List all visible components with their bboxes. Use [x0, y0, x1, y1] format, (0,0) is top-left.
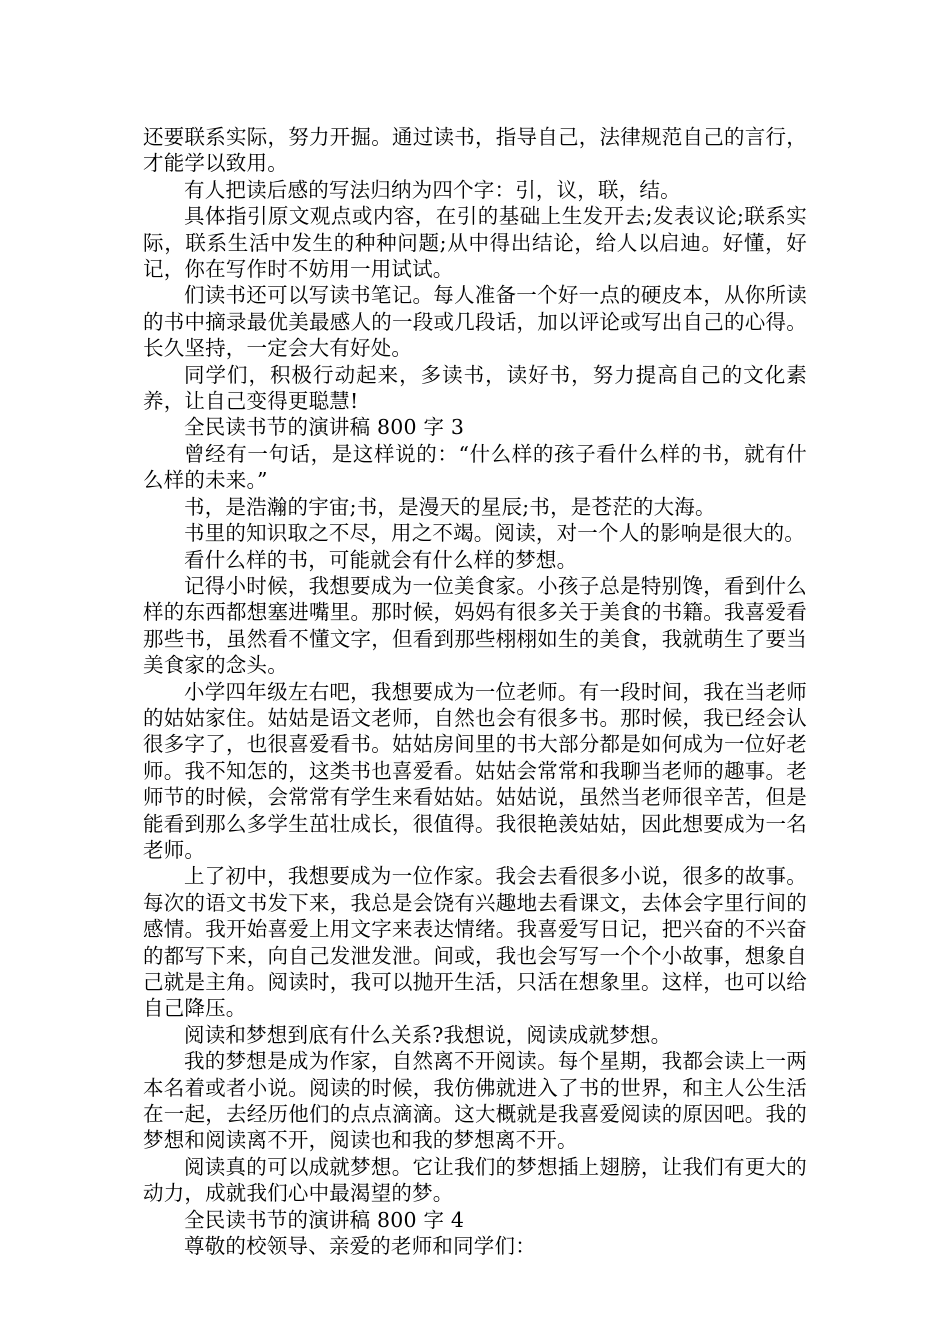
paragraph: 我的梦想是成为作家，自然离不开阅读。每个星期，我都会读上一两本名着或者小说。阅读的时候，我仿佛就进入了书的世界，和主人公生活在一起，去经历他们的点点滴滴。这大概就是我喜爱阅读的原因吧。我的梦想和阅读离不开，阅读也和我的梦想离不开。: [143, 1049, 807, 1153]
section-heading: 全民读书节的演讲稿 800 字 3: [184, 415, 465, 440]
paragraph: 们读书还可以写读书笔记。每人准备一个好一点的硬皮本，从你所读的书中摘录最优美最感人的一段或几段话，加以评论或写出自己的心得。长久坚持，一定会大有好处。: [143, 283, 807, 361]
paragraph: 同学们，积极行动起来，多读书，读好书，努力提高自己的文化素养，让自己变得更聪慧!: [143, 362, 807, 414]
paragraph: 曾经有一句话，是这样说的：“什么样的孩子看什么样的书，就有什么样的未来。”: [143, 441, 807, 493]
paragraph: 记得小时候，我想要成为一位美食家。小孩子总是特别馋，看到什么样的东西都想塞进嘴里。那时候，妈妈有很多关于美食的书籍。我喜爱看那些书，虽然看不懂文字，但看到那些栩栩如生的美食，我就萌生了要当美食家的念头。: [143, 573, 807, 678]
paragraph: 上了初中，我想要成为一位作家。我会去看很多小说，很多的故事。每次的语文书发下来，我总是会饶有兴趣地去看课文，去体会字里行间的感情。我开始喜爱上用文字来表达情绪。我喜爱写日记，把兴奋的不兴奋的都写下来，向自己发泄发泄。间或，我也会写写一个个小故事，想象自己就是主角。阅读时，我可以抛开生活，只活在想象里。这样，也可以给自己降压。: [143, 864, 807, 1021]
paragraph: 还要联系实际，努力开掘。通过读书，指导自己，法律规范自己的言行，才能学以致用。: [143, 125, 807, 176]
paragraph: 书，是浩瀚的宇宙;书，是漫天的星辰;书，是苍茫的大海。: [184, 494, 716, 519]
paragraph: 阅读真的可以成就梦想。它让我们的梦想插上翅膀，让我们有更大的动力，成就我们心中最渴望的梦。: [143, 1154, 807, 1206]
document-body: [143, 124, 807, 1259]
paragraph: 书里的知识取之不尽，用之不竭。阅读，对一个人的影响是很大的。: [184, 521, 805, 546]
paragraph: 具体指引原文观点或内容，在引的基础上生发开去;发表议论;联系实际，联系生活中发生的种种问题;从中得出结论，给人以启迪。好懂，好记，你在写作时不妨用一用试试。: [143, 204, 807, 282]
paragraph: 有人把读后感的写法归纳为四个字：引，议，联，结。: [184, 177, 681, 202]
paragraph: 尊敬的校领导、亲爱的老师和同学们：: [184, 1234, 536, 1259]
section-heading: 全民读书节的演讲稿 800 字 4: [184, 1207, 465, 1232]
paragraph: 阅读和梦想到底有什么关系?我想说，阅读成就梦想。: [184, 1022, 672, 1047]
paragraph: 小学四年级左右吧，我想要成为一位老师。有一段时间，我在当老师的姑姑家住。姑姑是语文老师，自然也会有很多书。那时候，我已经会认很多字了，也很喜爱看书。姑姑房间里的书大部分都是如何成为一位好老师。我不知怎的，这类书也喜爱看。姑姑会常常和我聊当老师的趣事。老师节的时候，会常常有学生来看姑姑。姑姑说，虽然当老师很辛苦，但是能看到那么多学生茁壮成长，很值得。我很艳羡姑姑，因此想要成为一名老师。: [143, 679, 807, 862]
paragraph: 看什么样的书，可能就会有什么样的梦想。: [184, 547, 578, 572]
